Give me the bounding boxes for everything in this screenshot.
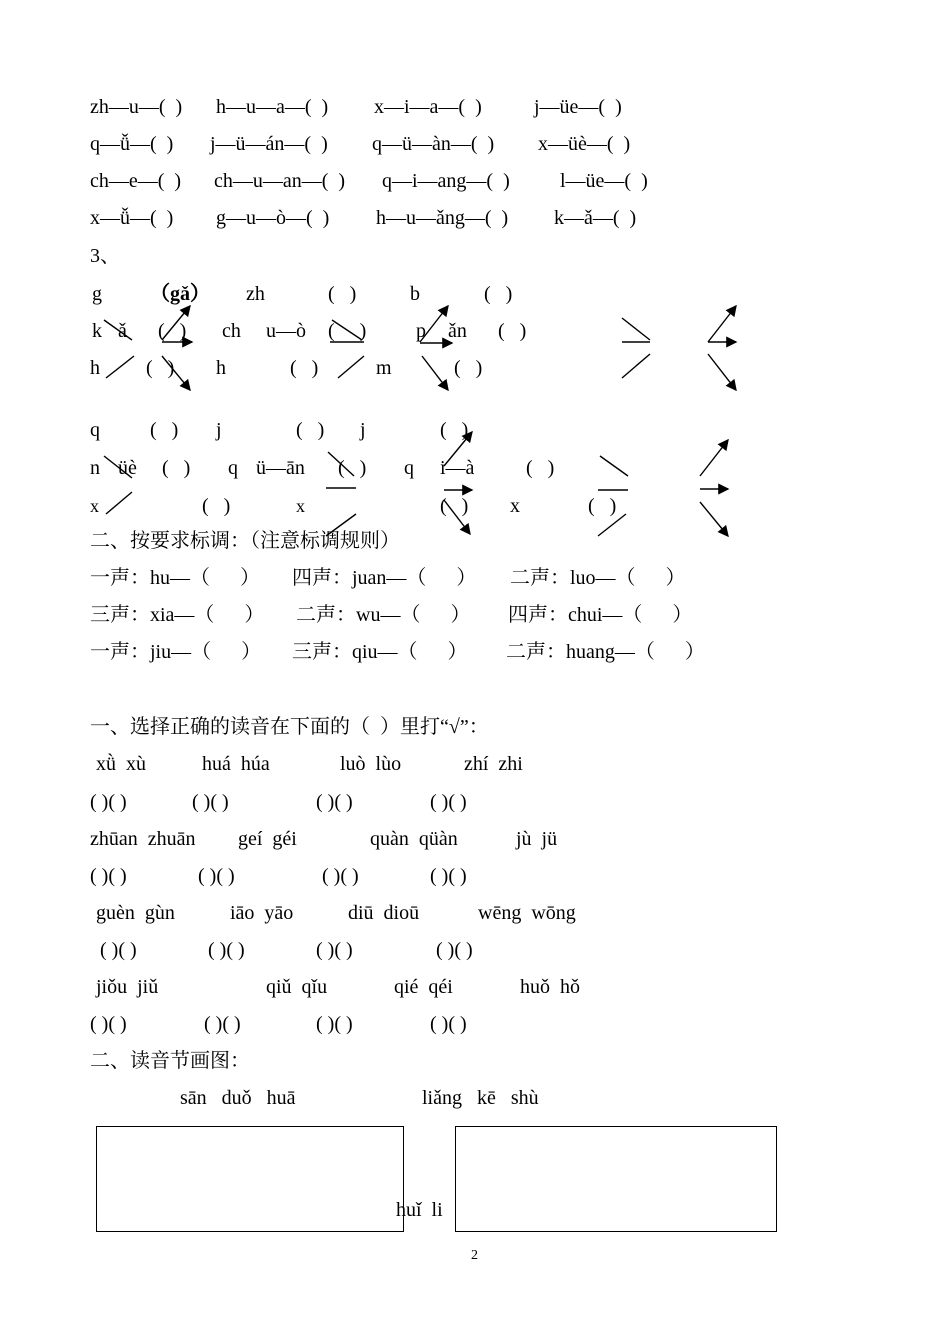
caption-left: sān duǒ huā [180,1087,296,1109]
initial-letter: ch [222,320,241,342]
initial-letter: n [90,457,100,479]
check-blanks: ( )( ) [316,1013,353,1035]
tone-item: 一声：jiu—（ ） [90,641,262,663]
tone-item: 三声：qiu—（ ） [292,641,468,663]
answer-blank: ( ) [202,495,231,517]
pinyin-pair: jiǒu jiǔ [96,976,159,998]
check-blanks: ( )( ) [208,939,245,961]
pinyin-pair: jù jü [516,828,558,850]
spell-item: j—ü—án—( ) [210,133,328,155]
pinyin-pair: diū dioū [348,902,420,924]
answer-blank: ( ) [328,320,367,342]
check-blanks: ( )( ) [90,865,127,887]
check-blanks: ( )( ) [90,1013,127,1035]
spell-item: q—ǚ—( ) [90,133,174,155]
spell-item: x—üè—( ) [538,133,631,155]
spell-item: ch—e—( ) [90,170,182,192]
final-letter: ǎn [448,320,467,342]
answer-blank: ( ) [146,357,175,379]
page-number: 2 [471,1248,478,1263]
initial-letter: x [90,496,99,516]
final-letter: üè [118,457,137,479]
pinyin-pair: qiǔ qǐu [266,976,328,998]
answer-blank: ( ) [290,357,319,379]
check-blanks: ( )( ) [204,1013,241,1035]
spell-item: h—u—a—( ) [216,96,329,118]
answer-blank: ( ) [162,457,191,479]
initial-letter: q [228,457,238,479]
check-blanks: ( )( ) [316,791,353,813]
final-letter: u—ò [266,320,306,342]
check-blanks: ( )( ) [430,1013,467,1035]
final-letter: ü—ān [256,457,305,479]
pinyin-pair: iāo yāo [230,902,294,924]
pinyin-pair: qié qéi [394,976,453,998]
answer-blank: ( ) [484,283,513,305]
pinyin-pair: quàn qüàn [370,828,458,850]
check-blanks: ( )( ) [436,939,473,961]
initial-letter: q [90,419,100,441]
spell-item: g—u—ò—( ) [216,207,330,229]
final-letter: i—à [440,457,475,479]
initial-letter: m [376,357,392,379]
pinyin-pair: huá húa [202,753,270,775]
spell-item: q—i—ang—( ) [382,170,510,192]
final-letter: ǎ [118,320,127,342]
answer-blank: ( ) [338,457,367,479]
pinyin-pair: zhūan zhuān [90,828,196,850]
answer-blank: ( ) [328,283,357,305]
answer-blank: ( ) [526,457,555,479]
check-blanks: ( )( ) [90,791,127,813]
answer-blank: ( ) [454,357,483,379]
tone-item: 四声：chui—（ ） [508,604,693,626]
answer-blank: ( ) [440,419,469,441]
answer-blank: ( ) [498,320,527,342]
initial-letter: h [216,357,226,379]
pinyin-pair: geí géi [238,828,297,850]
pinyin-pair: guèn gùn [96,902,175,924]
tone-item: 二声：luo—（ ） [510,567,686,589]
spell-item: l—üe—( ) [560,170,648,192]
pinyin-pair: xǜ xù [96,753,146,775]
spell-item: zh—u—( ) [90,96,183,118]
initial-letter: x [296,496,305,516]
tone-item: 二声：huang—（ ） [506,641,705,663]
check-blanks: ( )( ) [430,865,467,887]
answer-blank: ( ) [588,495,617,517]
check-blanks: ( )( ) [430,791,467,813]
spell-item: j—üe—( ) [534,96,622,118]
drawing-box-left[interactable] [96,1126,404,1232]
drawing-box-right[interactable] [455,1126,777,1232]
pinyin-pair: wēng wōng [478,902,576,924]
initial-letter: zh [246,283,265,305]
partial-caption: huǐ li [396,1199,443,1221]
tone-item: 三声：xia—（ ） [90,604,265,626]
check-blanks: ( )( ) [316,939,353,961]
answer-blank: ( ) [296,419,325,441]
section-title: 二、读音节画图： [90,1050,250,1072]
initial-letter: b [410,283,420,305]
tone-item: 二声：wu—（ ） [296,604,471,626]
check-blanks: ( )( ) [192,791,229,813]
tone-item: 四声：juan—（ ） [292,567,477,589]
answer-blank: ( ) [150,419,179,441]
spell-item: q—ü—àn—( ) [372,133,495,155]
caption-right: liǎng kē shù [422,1087,539,1109]
spell-item: x—ǚ—( ) [90,207,174,229]
initial-letter: p [416,320,426,342]
pinyin-pair: zhí zhi [464,753,523,775]
answer-blank: ( ) [440,495,469,517]
initial-letter: g [92,283,102,305]
initial-letter: j [216,419,222,441]
spell-item: k—ǎ—( ) [554,207,637,229]
initial-letter: x [510,495,520,517]
check-blanks: ( )( ) [100,939,137,961]
example-answer: （gǎ） [150,283,210,305]
pinyin-pair: luò lùo [340,753,402,775]
spell-item: ch—u—an—( ) [214,170,346,192]
spell-item: x—i—a—( ) [374,96,482,118]
section-title: 二、按要求标调：（注意标调规则） [90,530,400,552]
check-blanks: ( )( ) [322,865,359,887]
initial-letter: j [360,419,366,441]
section-title: 一、选择正确的读音在下面的（ ）里打“√”： [90,716,489,738]
spell-item: h—u—ǎng—( ) [376,207,509,229]
tone-item: 一声：hu—（ ） [90,567,260,589]
answer-blank: ( ) [158,320,187,342]
initial-letter: h [90,357,100,379]
check-blanks: ( )( ) [198,865,235,887]
section-3-label: 3、 [90,245,120,267]
initial-letter: q [404,457,414,479]
initial-letter: k [92,320,102,342]
pinyin-pair: huǒ hǒ [520,976,580,998]
